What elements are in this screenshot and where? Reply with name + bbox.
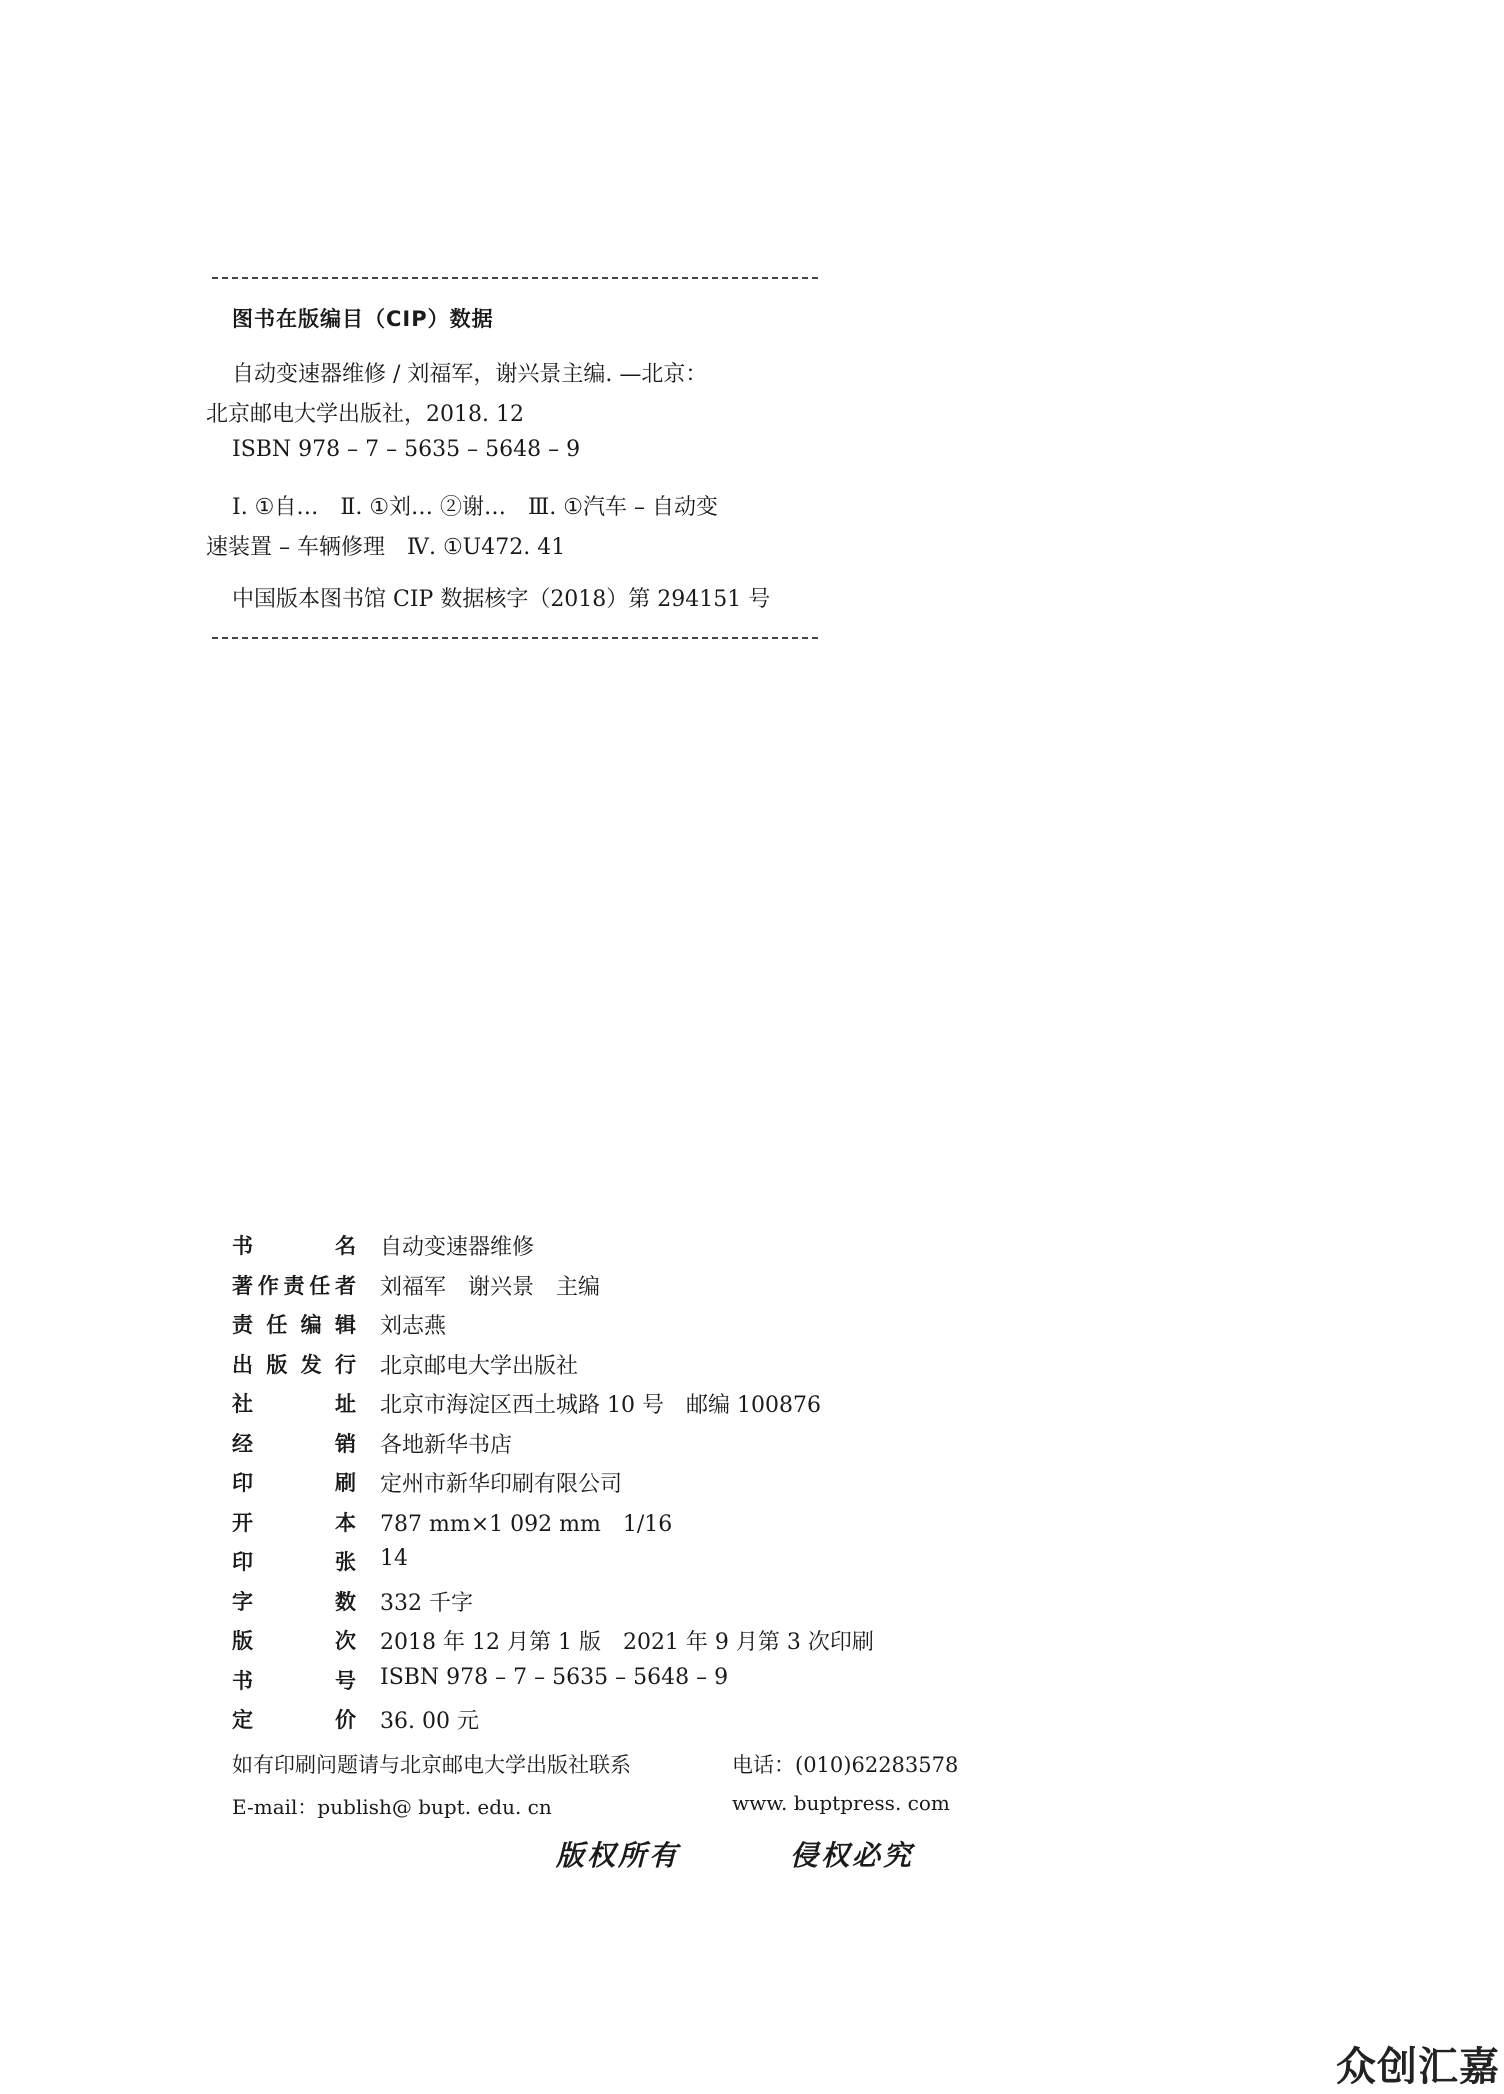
contact-note: 如有印刷问题请与北京邮电大学出版社联系 [232, 1753, 631, 1777]
info-label: 著作责任者 [232, 1273, 356, 1298]
info-label: 开本 [232, 1510, 356, 1535]
contact-email: E-mail：publish@ bupt. edu. cn [232, 1795, 552, 1819]
cip-top-divider [212, 277, 818, 279]
info-value: 787 mm×1 092 mm 1/16 [380, 1511, 673, 1537]
copyright-notice: 版权所有 [556, 1839, 681, 1872]
info-label: 责任编辑 [232, 1313, 356, 1337]
info-value: 自动变速器维修 [380, 1235, 535, 1260]
cip-line-2: 北京邮电大学出版社，2018. 12 [206, 402, 524, 427]
info-label: 印张 [232, 1550, 356, 1574]
info-label: 版次 [232, 1629, 356, 1653]
info-value: 刘志燕 [380, 1314, 447, 1339]
info-value: 36. 00 元 [380, 1709, 479, 1734]
info-label: 出版发行 [232, 1352, 356, 1377]
info-label: 定价 [232, 1708, 356, 1732]
info-value: ISBN 978 – 7 – 5635 – 5648 – 9 [380, 1664, 729, 1690]
info-label: 书号 [232, 1668, 356, 1693]
info-value: 刘福军 谢兴景 主编 [380, 1274, 601, 1300]
info-value: 北京邮电大学出版社 [380, 1353, 579, 1379]
info-label: 印刷 [232, 1471, 356, 1495]
cip-heading: 图书在版编目（CIP）数据 [232, 307, 494, 331]
cip-bottom-divider [212, 637, 818, 639]
contact-website: www. buptpress. com [732, 1791, 950, 1815]
contact-phone: 电话：(010)62283578 [732, 1753, 959, 1777]
info-value: 定州市新华印刷有限公司 [380, 1472, 623, 1497]
cip-line-1: 自动变速器维修 / 刘福军，谢兴景主编. —北京： [232, 362, 708, 387]
watermark-logo: 众创汇嘉 [1336, 2044, 1500, 2090]
cip-line-3: ISBN 978 – 7 – 5635 – 5648 – 9 [232, 437, 581, 462]
cip-line-4: Ⅰ. ①自… Ⅱ. ①刘… ②谢… Ⅲ. ①汽车 – 自动变 [232, 495, 718, 520]
cip-line-5: 速装置 – 车辆修理 Ⅳ. ①U472. 41 [206, 535, 566, 560]
info-value: 14 [380, 1546, 408, 1571]
infringement-notice: 侵权必究 [790, 1839, 915, 1872]
cip-line-6: 中国版本图书馆 CIP 数据核字（2018）第 294151 号 [232, 587, 771, 612]
info-value: 各地新华书店 [380, 1432, 513, 1458]
info-label: 社址 [232, 1392, 356, 1416]
info-value: 332 千字 [380, 1590, 473, 1616]
info-label: 经销 [232, 1431, 356, 1456]
info-label: 字数 [232, 1589, 356, 1614]
info-label: 书名 [232, 1234, 356, 1258]
info-value: 2018 年 12 月第 1 版 2021 年 9 月第 3 次印刷 [380, 1630, 874, 1655]
info-value: 北京市海淀区西土城路 10 号 邮编 100876 [380, 1393, 821, 1418]
